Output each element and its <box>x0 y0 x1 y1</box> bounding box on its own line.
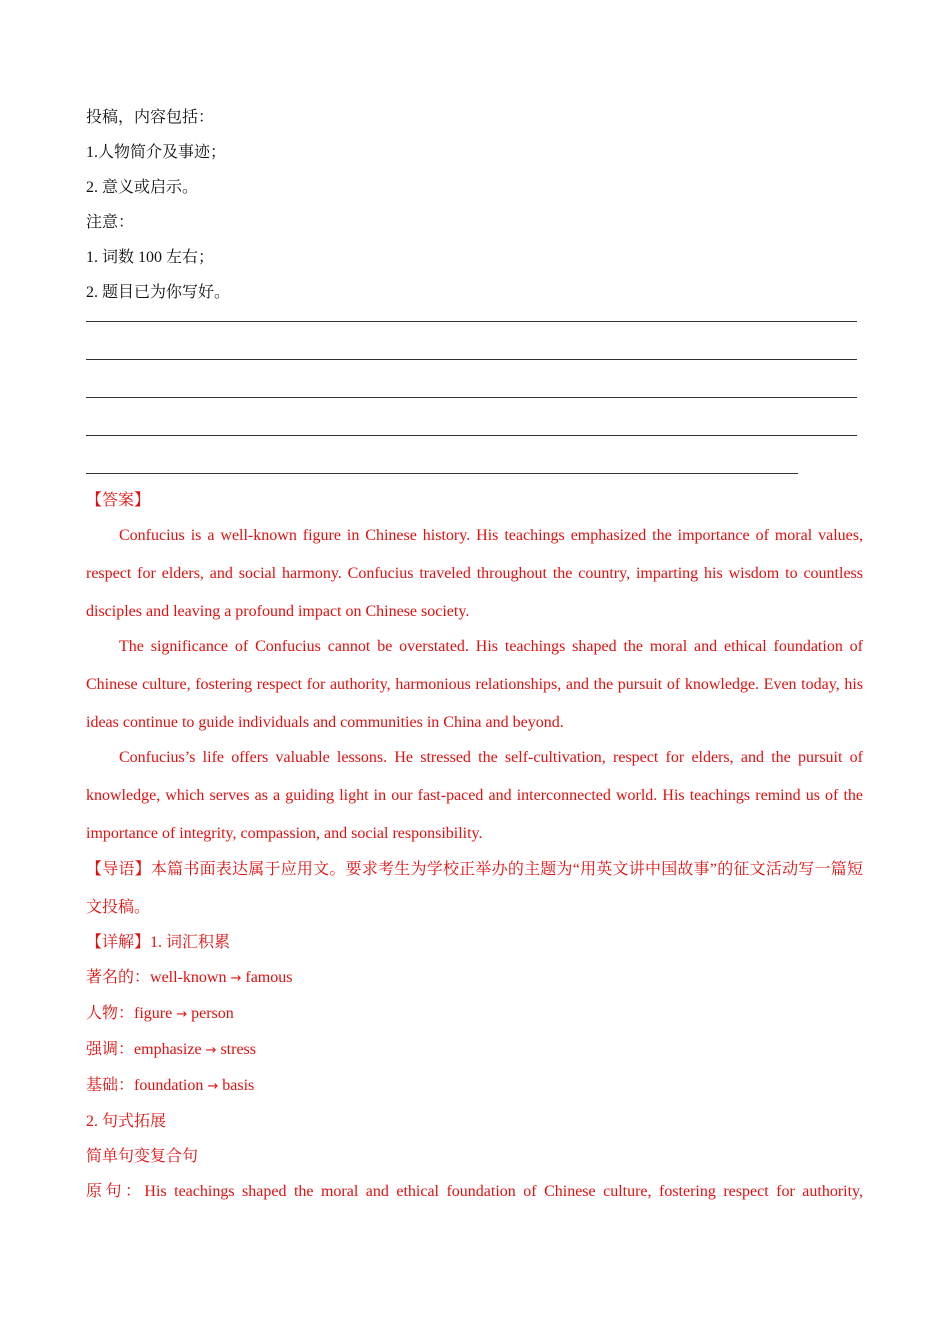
vocab-item <box>86 968 863 989</box>
vocab-word: well-known <box>150 969 227 986</box>
vocab-item <box>86 1004 863 1025</box>
guide-note: 【导语】本篇书面表达属于应用文。要求考生为学校正举办的主题为“用英文讲中国故事”的征文活动写一篇短文投稿。 <box>86 861 863 916</box>
vocab-item <box>86 1040 863 1061</box>
arrow-icon: → <box>230 971 242 986</box>
arrow-icon: → <box>176 1007 188 1022</box>
answer-header: 【答案】 <box>86 492 151 509</box>
explanation-header: 【详解】1. 词汇积累 <box>86 934 231 951</box>
vocab-item <box>86 1076 863 1097</box>
answer-paragraph: The significance of Confucius cannot be overstated. His teachings shaped the moral and ethical foundation of Chinese culture, fostering respect for authority, harmonious relationships, and the pursuit of knowledge. Even today, his ideas continue to guide individuals and communities in China and beyond. <box>86 638 863 731</box>
instruction-line: 1. 词数 100 左右； <box>86 249 215 266</box>
original-sentence: 原句：His teachings shaped the moral and ethical foundation of Chinese culture, fostering respect for authority, <box>86 1183 863 1200</box>
vocab-label: 著名的： <box>86 969 151 986</box>
instruction-line: 2. 题目已为你写好。 <box>86 284 231 301</box>
vocab-word: figure <box>134 1005 173 1022</box>
answer-essay <box>86 517 863 853</box>
vocab-label: 人物： <box>86 1005 135 1022</box>
vocab-synonym: basis <box>222 1077 255 1094</box>
arrow-icon: → <box>205 1043 217 1058</box>
vocab-synonym: stress <box>220 1041 257 1058</box>
instructions <box>86 108 863 303</box>
vocab-synonym: person <box>191 1005 234 1022</box>
instruction-line: 2. 意义或启示。 <box>86 179 199 196</box>
vocab-word: foundation <box>134 1077 204 1094</box>
section-subheading: 简单句变复合句 <box>86 1148 199 1165</box>
writing-line <box>86 473 798 474</box>
answer-paragraph: Confucius is a well-known figure in Chinese history. His teachings emphasized the importance of moral values, respect for elders, and social harmony. Confucius traveled throughout the country, imparting his wisdom to countless disciples and leaving a profound impact on Chinese society. <box>86 527 863 620</box>
answer-writing-area <box>86 321 863 474</box>
vocab-label: 基础： <box>86 1077 135 1094</box>
vocab-word: emphasize <box>134 1041 202 1058</box>
writing-line <box>86 321 857 322</box>
answer-paragraph: Confucius’s life offers valuable lessons. He stressed the self-cultivation, respect for elders, and the pursuit of knowledge, which serves as a guiding light in our fast-paced and interconnected world. His teachings remind us of the importance of integrity, compassion, and social responsibility. <box>86 749 863 842</box>
instruction-line: 注意： <box>86 214 135 231</box>
writing-line <box>86 435 857 436</box>
vocab-label: 强调： <box>86 1041 135 1058</box>
document-page <box>86 108 863 1202</box>
vocab-synonym: famous <box>245 969 293 986</box>
instruction-line: 投稿，内容包括： <box>86 109 215 126</box>
writing-line <box>86 397 857 398</box>
writing-line <box>86 359 857 360</box>
instruction-line: 1.人物简介及事迹； <box>86 144 227 161</box>
section-heading: 2. 句式拓展 <box>86 1113 167 1130</box>
arrow-icon: → <box>207 1079 219 1094</box>
